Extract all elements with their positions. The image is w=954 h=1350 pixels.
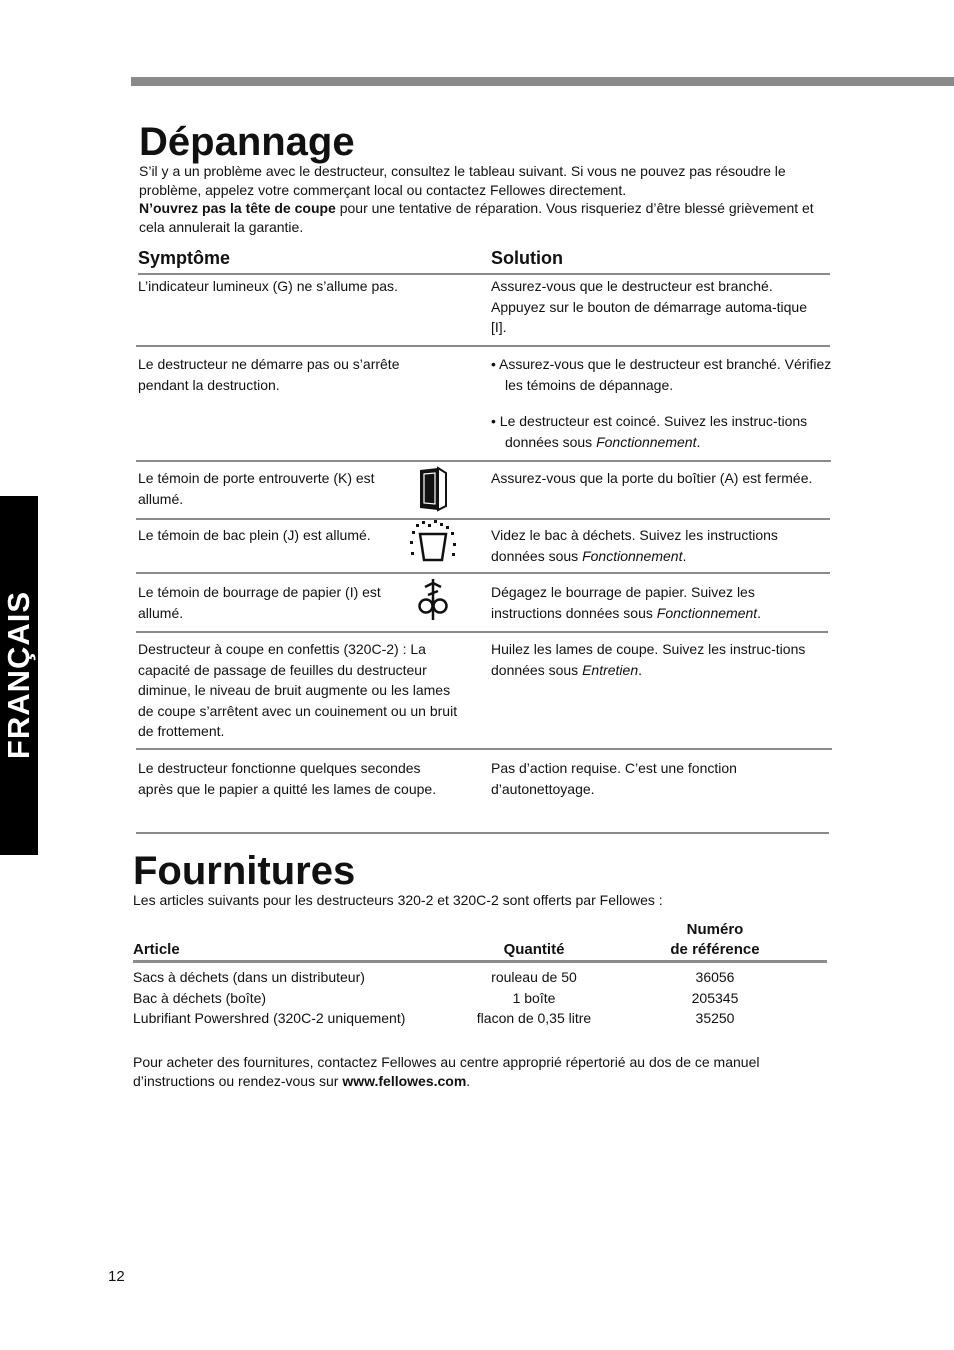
table-bottom-rule: [136, 832, 829, 834]
footer-text-end: .: [466, 1072, 471, 1089]
supply-quantity: flacon de 0,35 litre: [476, 1010, 592, 1026]
supply-article: Lubrifiant Powershred (320C-2 uniquement): [133, 1010, 406, 1026]
row-divider: [136, 460, 831, 462]
intro-warning: N’ouvrez pas la tête de coupe: [139, 200, 336, 216]
column-header-symptom: Symptôme: [138, 248, 231, 268]
supply-reference: 36056: [695, 969, 735, 985]
solution-cell: [491, 525, 823, 566]
symptom-cell: Le destructeur ne démarre pas ou s’arrête pendant la destruction.: [138, 356, 400, 393]
solution-bullet: • Assurez-vous que le destructeur est branché. Vérifiez les témoins de dépannage.: [491, 356, 832, 393]
solution-text: Huilez les lames de coupe. Suivez les instruc-tions données sous: [491, 641, 806, 678]
solution-cell: Assurez-vous que la porte du boîtier (A) est fermée.: [491, 470, 813, 486]
supply-article: Bac à déchets (boîte): [133, 990, 267, 1006]
supply-article: Sacs à déchets (dans un distributeur): [133, 969, 365, 985]
symptom-cell: Destructeur à coupe en confettis (320C-2) : La capacité de passage de feuilles du destructeur diminue, le niveau de bruit augmente ou les lames de coupe s’arrêtent avec un couinement ou un bruit de frottement.: [138, 641, 458, 739]
solution-bullet: [491, 411, 837, 452]
row-divider: [136, 572, 830, 574]
row-divider: [136, 748, 832, 750]
column-header-solution: Solution: [491, 248, 563, 268]
footer-text: Pour acheter des fournitures, contactez Fellowes au centre approprié répertorié au dos de ce manuel d’instructions ou rendez-vous sur: [133, 1054, 760, 1089]
intro-text-end: pour une tentative de réparation. Vous risqueriez d’être blessé grièvement et cela annulerait la garantie.: [139, 200, 814, 235]
symptom-cell: Le témoin de bourrage de papier (I) est allumé.: [138, 584, 381, 621]
reference-header-line-2: de référence: [670, 941, 760, 958]
column-header-article: Article: [133, 941, 180, 958]
solution-text: • Le destructeur est coincé. Suivez les instruc-tions données sous: [491, 413, 808, 450]
supply-quantity: 1 boîte: [512, 990, 556, 1006]
troubleshooting-intro: [139, 162, 839, 236]
supplies-title: Fournitures: [133, 849, 356, 893]
row-divider: [136, 631, 828, 633]
solution-text-end: .: [757, 604, 762, 621]
page-number: 12: [108, 1268, 125, 1285]
solution-text-end: .: [696, 433, 701, 450]
solution-text: Videz le bac à déchets. Suivez les instructions données sous: [491, 527, 778, 564]
column-header-reference: [650, 920, 780, 960]
row-divider: [136, 345, 830, 347]
language-tab-label: FRANÇAIS: [1, 590, 36, 760]
supply-quantity: rouleau de 50: [491, 969, 577, 985]
column-header-quantity: Quantité: [503, 941, 565, 958]
symptom-cell: Le destructeur fonctionne quelques secondes après que le papier a quitté les lames de coupe.: [138, 760, 437, 797]
row-divider: [136, 518, 830, 520]
header-rule: [138, 273, 830, 275]
supply-reference: 35250: [695, 1010, 735, 1026]
troubleshooting-title: Dépannage: [139, 120, 355, 164]
supplies-intro: Les articles suivants pour les destructeurs 320-2 et 320C-2 sont offerts par Fellowes :: [133, 892, 663, 908]
bin-full-icon: [408, 519, 458, 563]
intro-text: S’il y a un problème avec le destructeur, consultez le tableau suivant. Si vous ne pouvez pas résoudre le problème, appelez votre commerçant local ou contactez Fellowes directement.: [139, 163, 786, 198]
supplies-header-rule: [133, 960, 827, 963]
door-open-icon: [414, 466, 452, 512]
solution-text-end: .: [638, 661, 643, 678]
solution-cell: Pas d’action requise. C’est une fonction d’autonettoyage.: [491, 760, 737, 797]
symptom-cell: Le témoin de porte entrouverte (K) est allumé.: [138, 470, 375, 507]
solution-reference: Fonctionnement: [582, 547, 683, 564]
reference-header-line-1: Numéro: [686, 921, 744, 938]
solution-cell: Assurez-vous que le destructeur est branché. Appuyez sur le bouton de démarrage automa-tique [I].: [491, 278, 807, 335]
solution-cell: [491, 582, 823, 623]
solution-reference: Fonctionnement: [656, 604, 758, 621]
symptom-cell: L’indicateur lumineux (G) ne s’allume pas.: [138, 278, 398, 294]
symptom-cell: Le témoin de bac plein (J) est allumé.: [138, 527, 371, 543]
top-rule: [131, 77, 954, 86]
solution-text-end: .: [682, 547, 687, 564]
fellowes-website-link[interactable]: www.fellowes.com: [342, 1072, 467, 1089]
paper-jam-icon: [416, 578, 450, 622]
supply-reference: 205345: [691, 990, 739, 1006]
solution-reference: Entretien: [582, 661, 639, 678]
supplies-footer: [133, 1053, 833, 1090]
solution-cell: [491, 639, 823, 680]
solution-text: Dégagez le bourrage de papier. Suivez les instructions données sous: [491, 584, 755, 621]
solution-reference: Fonctionnement: [596, 433, 697, 450]
